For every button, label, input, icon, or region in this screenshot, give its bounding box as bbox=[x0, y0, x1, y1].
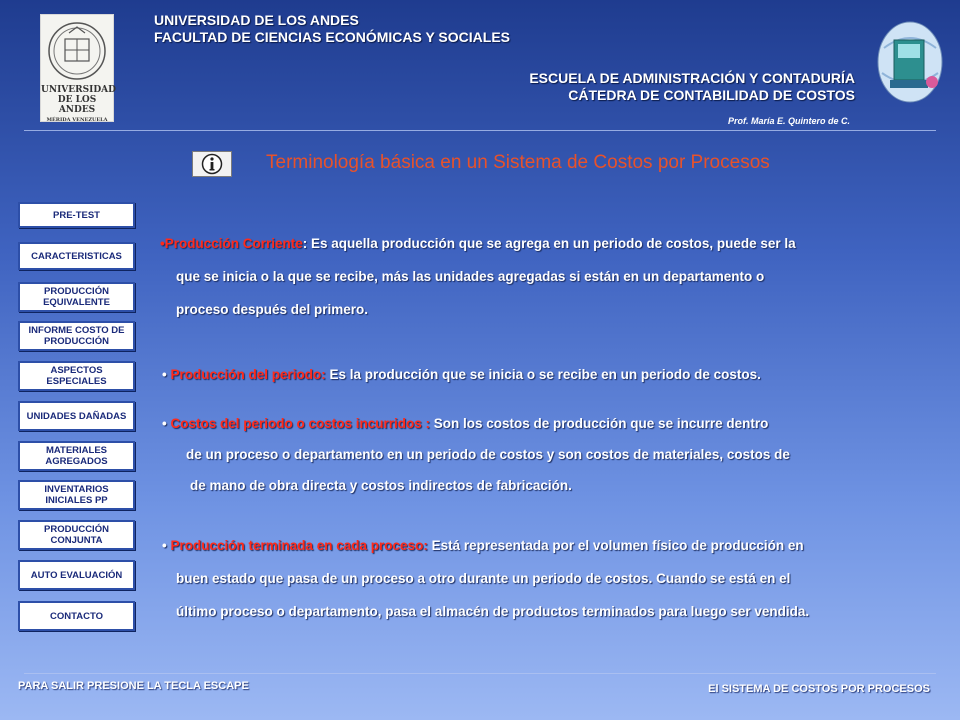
p4-line1: Está representada por el volumen físico de producción en bbox=[427, 538, 804, 553]
nav-aspectos-especiales[interactable]: ASPECTOS ESPECIALES bbox=[18, 361, 135, 391]
paragraph-costos-periodo bbox=[162, 415, 790, 494]
nav-unidades-danadas[interactable]: UNIDADES DAÑADAS bbox=[18, 401, 135, 431]
professor-name: Prof. María E. Quintero de C. bbox=[727, 116, 850, 126]
term-produccion-periodo: Producción del periodo: bbox=[170, 367, 326, 382]
paragraph-produccion-corriente bbox=[160, 235, 796, 318]
info-button[interactable] bbox=[192, 151, 232, 177]
faculty-name: FACULTAD DE CIENCIAS ECONÓMICAS Y SOCIALES bbox=[154, 29, 510, 45]
p1-line1: : Es aquella producción que se agrega en un periodo de costos, puede ser la bbox=[302, 236, 796, 251]
header-right bbox=[529, 70, 855, 104]
nav-informe-costo[interactable]: INFORME COSTO DE PRODUCCIÓN bbox=[18, 321, 135, 351]
p1-line3: proceso después del primero. bbox=[176, 302, 369, 317]
header-left bbox=[154, 12, 510, 46]
p4-line3: último proceso o departamento, pasa el almacén de productos terminados para luego ser vendida. bbox=[176, 604, 810, 619]
nav-pre-test[interactable]: PRE-TEST bbox=[18, 202, 135, 228]
p3-line1: Son los costos de producción que se incurre dentro bbox=[430, 416, 769, 431]
bullet: • bbox=[162, 367, 167, 382]
nav-auto-evaluacion[interactable]: AUTO EVALUACIÓN bbox=[18, 560, 135, 590]
footer-system-name: El SISTEMA DE COSTOS POR PROCESOS bbox=[708, 683, 930, 695]
nav-contacto[interactable]: CONTACTO bbox=[18, 601, 135, 631]
university-logo bbox=[40, 14, 114, 122]
nav-inventarios-iniciales[interactable]: INVENTARIOS INICIALES PP bbox=[18, 480, 135, 510]
page-title: Terminología básica en un Sistema de Costos por Procesos bbox=[266, 152, 770, 173]
bullet: • bbox=[160, 236, 165, 251]
logo-text-1: UNIVERSIDAD bbox=[41, 85, 116, 95]
footer-divider bbox=[24, 673, 936, 674]
p2-line1: Es la producción que se inicia o se recibe en un periodo de costos. bbox=[325, 367, 761, 382]
paragraph-produccion-periodo bbox=[162, 366, 761, 383]
chair-name: CÁTEDRA DE CONTABILIDAD DE COSTOS bbox=[568, 87, 855, 103]
header-divider bbox=[24, 130, 936, 131]
footer-exit-hint: PARA SALIR PRESIONE LA TECLA ESCAPE bbox=[18, 680, 249, 692]
term-produccion-corriente: Producción Corriente bbox=[164, 236, 303, 251]
paragraph-produccion-terminada bbox=[162, 537, 809, 620]
logo-text-2: DE LOS ANDES bbox=[57, 95, 97, 115]
computer-globe-clipart bbox=[874, 18, 946, 108]
bullet: • bbox=[162, 416, 167, 431]
nav-caracteristicas[interactable]: CARACTERISTICAS bbox=[18, 242, 135, 270]
p3-line3: de mano de obra directa y costos indirectos de fabricación. bbox=[190, 478, 572, 493]
nav-produccion-conjunta[interactable]: PRODUCCIÓN CONJUNTA bbox=[18, 520, 135, 550]
info-icon bbox=[201, 153, 223, 175]
school-name: ESCUELA DE ADMINISTRACIÓN Y CONTADURÍA bbox=[529, 70, 855, 86]
logo-text-3: MÉRIDA VENEZUELA bbox=[46, 117, 108, 123]
nav-materiales-agregados[interactable]: MATERIALES AGREGADOS bbox=[18, 441, 135, 471]
university-name: UNIVERSIDAD DE LOS ANDES bbox=[154, 12, 359, 28]
bullet: • bbox=[162, 538, 167, 553]
p3-line2: de un proceso o departamento en un periodo de costos y son costos de materiales, costos de bbox=[186, 447, 790, 462]
term-produccion-terminada: Producción terminada en cada proceso: bbox=[170, 538, 428, 553]
term-costos-periodo: Costos del periodo o costos incurridos : bbox=[170, 416, 431, 431]
nav-produccion-equivalente[interactable]: PRODUCCIÓN EQUIVALENTE bbox=[18, 282, 135, 312]
p1-line2: que se inicia o la que se recibe, más las unidades agregadas si están en un departamento o bbox=[176, 269, 765, 284]
p4-line2: buen estado que pasa de un proceso a otro durante un periodo de costos. Cuando se está en el bbox=[176, 571, 791, 586]
